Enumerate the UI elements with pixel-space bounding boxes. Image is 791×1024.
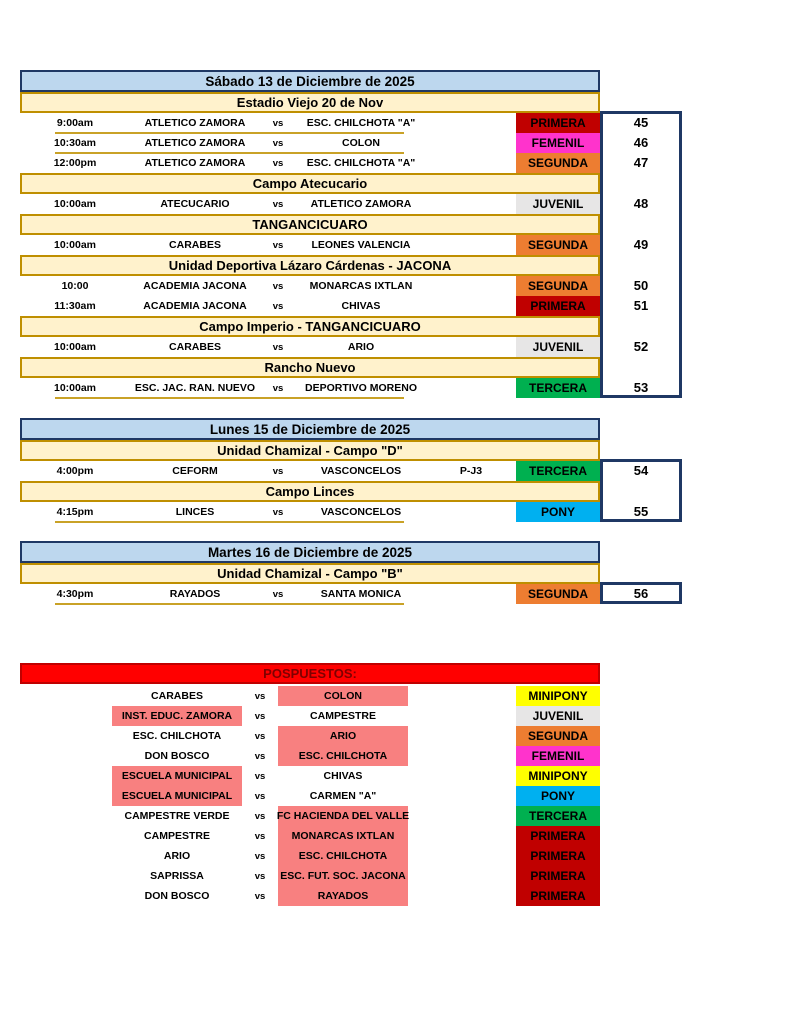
match-number: 46 — [633, 135, 649, 150]
match-time: 10:00am — [53, 382, 97, 394]
postponed-indent — [20, 746, 112, 766]
postponed-row — [20, 686, 600, 706]
match-row — [20, 337, 600, 357]
away-team: ATLETICO ZAMORA — [310, 198, 412, 210]
postponed-row — [20, 846, 600, 866]
match-number: 54 — [633, 463, 649, 478]
vs-label: vs — [272, 382, 284, 394]
match-row — [20, 378, 600, 398]
row-separator — [55, 521, 404, 523]
category-badge: PRIMERA — [516, 296, 600, 316]
match-number: 52 — [633, 339, 649, 354]
vs-label: vs — [272, 137, 284, 149]
match-time: 4:15pm — [56, 506, 94, 518]
match-row — [20, 276, 600, 296]
postponed-row — [20, 806, 600, 826]
away-team: VASCONCELOS — [320, 465, 402, 477]
vs-label: vs — [254, 830, 266, 842]
category-badge: JUVENIL — [516, 337, 600, 357]
postponed-indent — [20, 826, 112, 846]
postponed-indent — [20, 766, 112, 786]
postponed-indent — [20, 706, 112, 726]
postponed-home: CAMPESTRE — [144, 830, 210, 842]
postponed-header: POSPUESTOS: — [20, 663, 600, 684]
away-team: VASCONCELOS — [320, 506, 402, 518]
postponed-home: INST. EDUC. ZAMORA — [112, 706, 242, 726]
postponed-home: ESCUELA MUNICIPAL — [112, 766, 242, 786]
match-time: 4:30pm — [56, 588, 94, 600]
vs-label: vs — [272, 157, 284, 169]
date-header: Sábado 13 de Diciembre de 2025 — [20, 70, 600, 92]
postponed-away: COLON — [278, 686, 408, 706]
category-badge: TERCERA — [516, 378, 600, 398]
postponed-indent — [20, 806, 112, 826]
category-badge: SEGUNDA — [516, 235, 600, 255]
postponed-away: RAYADOS — [278, 886, 408, 906]
category-badge: JUVENIL — [516, 706, 600, 726]
match-number-bracket — [600, 111, 682, 398]
vs-label: vs — [254, 710, 266, 722]
home-team: ESC. JAC. RAN. NUEVO — [134, 382, 256, 394]
category-badge: JUVENIL — [516, 194, 600, 214]
category-badge: PRIMERA — [516, 826, 600, 846]
postponed-home: CARABES — [151, 690, 203, 702]
postponed-spacer — [408, 766, 516, 786]
postponed-spacer — [408, 706, 516, 726]
category-badge: PRIMERA — [516, 113, 600, 133]
category-badge: MINIPONY — [516, 766, 600, 786]
match-time: 10:30am — [53, 137, 97, 149]
match-time: 10:00am — [53, 239, 97, 251]
match-row — [20, 502, 600, 522]
postponed-away: MONARCAS IXTLAN — [278, 826, 408, 846]
match-number: 49 — [633, 237, 649, 252]
postponed-row — [20, 706, 600, 726]
vs-label: vs — [272, 239, 284, 251]
postponed-row — [20, 866, 600, 886]
vs-label: vs — [272, 198, 284, 210]
vs-label: vs — [272, 341, 284, 353]
vs-label: vs — [254, 750, 266, 762]
row-separator — [55, 397, 404, 399]
venue-header: TANGANCICUARO — [20, 214, 600, 235]
postponed-row — [20, 786, 600, 806]
postponed-spacer — [408, 866, 516, 886]
match-row — [20, 153, 600, 173]
match-row — [20, 296, 600, 316]
vs-label: vs — [254, 890, 266, 902]
vs-label: vs — [254, 870, 266, 882]
category-badge: PONY — [516, 502, 600, 522]
venue-header: Campo Atecucario — [20, 173, 600, 194]
postponed-indent — [20, 686, 112, 706]
postponed-home: ARIO — [163, 850, 191, 862]
date-header: Lunes 15 de Diciembre de 2025 — [20, 418, 600, 440]
match-time: 9:00am — [56, 117, 94, 129]
category-badge: SEGUNDA — [516, 584, 600, 604]
match-row — [20, 133, 600, 153]
postponed-home: ESCUELA MUNICIPAL — [112, 786, 242, 806]
vs-label: vs — [254, 790, 266, 802]
category-badge: MINIPONY — [516, 686, 600, 706]
home-team: ACADEMIA JACONA — [143, 280, 247, 292]
postponed-away: ESC. CHILCHOTA — [278, 746, 408, 766]
match-time: 11:30am — [54, 300, 96, 312]
postponed-spacer — [408, 746, 516, 766]
postponed-row — [20, 726, 600, 746]
match-number: 56 — [633, 586, 649, 601]
postponed-away: ESC. FUT. SOC. JACONA — [278, 866, 408, 886]
category-badge: PRIMERA — [516, 866, 600, 886]
match-number-bracket — [600, 459, 682, 522]
postponed-indent — [20, 846, 112, 866]
vs-label: vs — [272, 300, 284, 312]
category-badge: TERCERA — [516, 806, 600, 826]
postponed-away: ESC. CHILCHOTA — [278, 846, 408, 866]
away-team: CHIVAS — [341, 300, 381, 312]
away-team: MONARCAS IXTLAN — [309, 280, 413, 292]
postponed-spacer — [408, 726, 516, 746]
match-row — [20, 235, 600, 255]
match-row — [20, 584, 600, 604]
match-time: 4:00pm — [56, 465, 94, 477]
venue-header: Unidad Deportiva Lázaro Cárdenas - JACONA — [20, 255, 600, 276]
postponed-away: CARMEN "A" — [309, 790, 377, 802]
away-team: LEONES VALENCIA — [311, 239, 411, 251]
match-number: 51 — [633, 298, 649, 313]
home-team: ATECUCARIO — [160, 198, 230, 210]
vs-label: vs — [254, 690, 266, 702]
match-number: 50 — [633, 278, 649, 293]
postponed-away: ARIO — [278, 726, 408, 746]
vs-label: vs — [272, 280, 284, 292]
date-header: Martes 16 de Diciembre de 2025 — [20, 541, 600, 563]
postponed-row — [20, 766, 600, 786]
vs-label: vs — [272, 506, 284, 518]
postponed-home: DON BOSCO — [144, 750, 210, 762]
match-row — [20, 194, 600, 214]
match-note: P-J3 — [459, 465, 483, 477]
category-badge: PRIMERA — [516, 886, 600, 906]
match-number: 48 — [633, 196, 649, 211]
match-number: 47 — [633, 155, 649, 170]
vs-label: vs — [272, 465, 284, 477]
postponed-home: ESC. CHILCHOTA — [132, 730, 222, 742]
postponed-home: SAPRISSA — [150, 870, 204, 882]
home-team: ACADEMIA JACONA — [143, 300, 247, 312]
postponed-row — [20, 886, 600, 906]
category-badge: FEMENIL — [516, 746, 600, 766]
home-team: ATLETICO ZAMORA — [144, 157, 246, 169]
match-row — [20, 113, 600, 133]
postponed-spacer — [408, 786, 516, 806]
home-team: ATLETICO ZAMORA — [144, 137, 246, 149]
away-team: ARIO — [347, 341, 375, 353]
vs-label: vs — [254, 770, 266, 782]
match-number-bracket — [600, 582, 682, 604]
postponed-away: FC HACIENDA DEL VALLE — [278, 806, 408, 826]
postponed-row — [20, 826, 600, 846]
match-number: 53 — [633, 380, 649, 395]
match-number: 45 — [633, 115, 649, 130]
row-separator — [55, 603, 404, 605]
postponed-row — [20, 746, 600, 766]
category-badge: PONY — [516, 786, 600, 806]
home-team: RAYADOS — [169, 588, 221, 600]
home-team: CEFORM — [172, 465, 218, 477]
match-row — [20, 461, 600, 481]
postponed-indent — [20, 866, 112, 886]
away-team: DEPORTIVO MORENO — [304, 382, 417, 394]
away-team: SANTA MONICA — [320, 588, 402, 600]
postponed-spacer — [408, 826, 516, 846]
postponed-spacer — [408, 846, 516, 866]
venue-header: Unidad Chamizal - Campo "D" — [20, 440, 600, 461]
category-badge: SEGUNDA — [516, 276, 600, 296]
postponed-home: CAMPESTRE VERDE — [124, 810, 230, 822]
vs-label: vs — [254, 730, 266, 742]
match-time: 12:00pm — [53, 157, 97, 169]
vs-label: vs — [254, 850, 266, 862]
venue-header: Campo Linces — [20, 481, 600, 502]
vs-label: vs — [254, 810, 266, 822]
postponed-spacer — [408, 886, 516, 906]
category-badge: TERCERA — [516, 461, 600, 481]
venue-header: Campo Imperio - TANGANCICUARO — [20, 316, 600, 337]
away-team: ESC. CHILCHOTA "A" — [306, 157, 416, 169]
category-badge: SEGUNDA — [516, 726, 600, 746]
postponed-indent — [20, 786, 112, 806]
venue-header: Estadio Viejo 20 de Nov — [20, 92, 600, 113]
postponed-indent — [20, 726, 112, 746]
venue-header: Unidad Chamizal - Campo "B" — [20, 563, 600, 584]
home-team: CARABES — [169, 239, 221, 251]
postponed-spacer — [408, 686, 516, 706]
away-team: COLON — [342, 137, 380, 149]
postponed-home: DON BOSCO — [144, 890, 210, 902]
match-time: 10:00 — [61, 280, 89, 292]
home-team: CARABES — [169, 341, 221, 353]
postponed-away: CAMPESTRE — [310, 710, 376, 722]
match-time: 10:00am — [53, 198, 97, 210]
match-number: 55 — [633, 504, 649, 519]
vs-label: vs — [272, 588, 284, 600]
category-badge: SEGUNDA — [516, 153, 600, 173]
venue-header: Rancho Nuevo — [20, 357, 600, 378]
vs-label: vs — [272, 117, 284, 129]
postponed-indent — [20, 886, 112, 906]
category-badge: PRIMERA — [516, 846, 600, 866]
match-time: 10:00am — [53, 341, 97, 353]
postponed-away: CHIVAS — [323, 770, 363, 782]
category-badge: FEMENIL — [516, 133, 600, 153]
home-team: ATLETICO ZAMORA — [144, 117, 246, 129]
home-team: LINCES — [175, 506, 215, 518]
away-team: ESC. CHILCHOTA "A" — [306, 117, 416, 129]
postponed-spacer — [408, 806, 516, 826]
